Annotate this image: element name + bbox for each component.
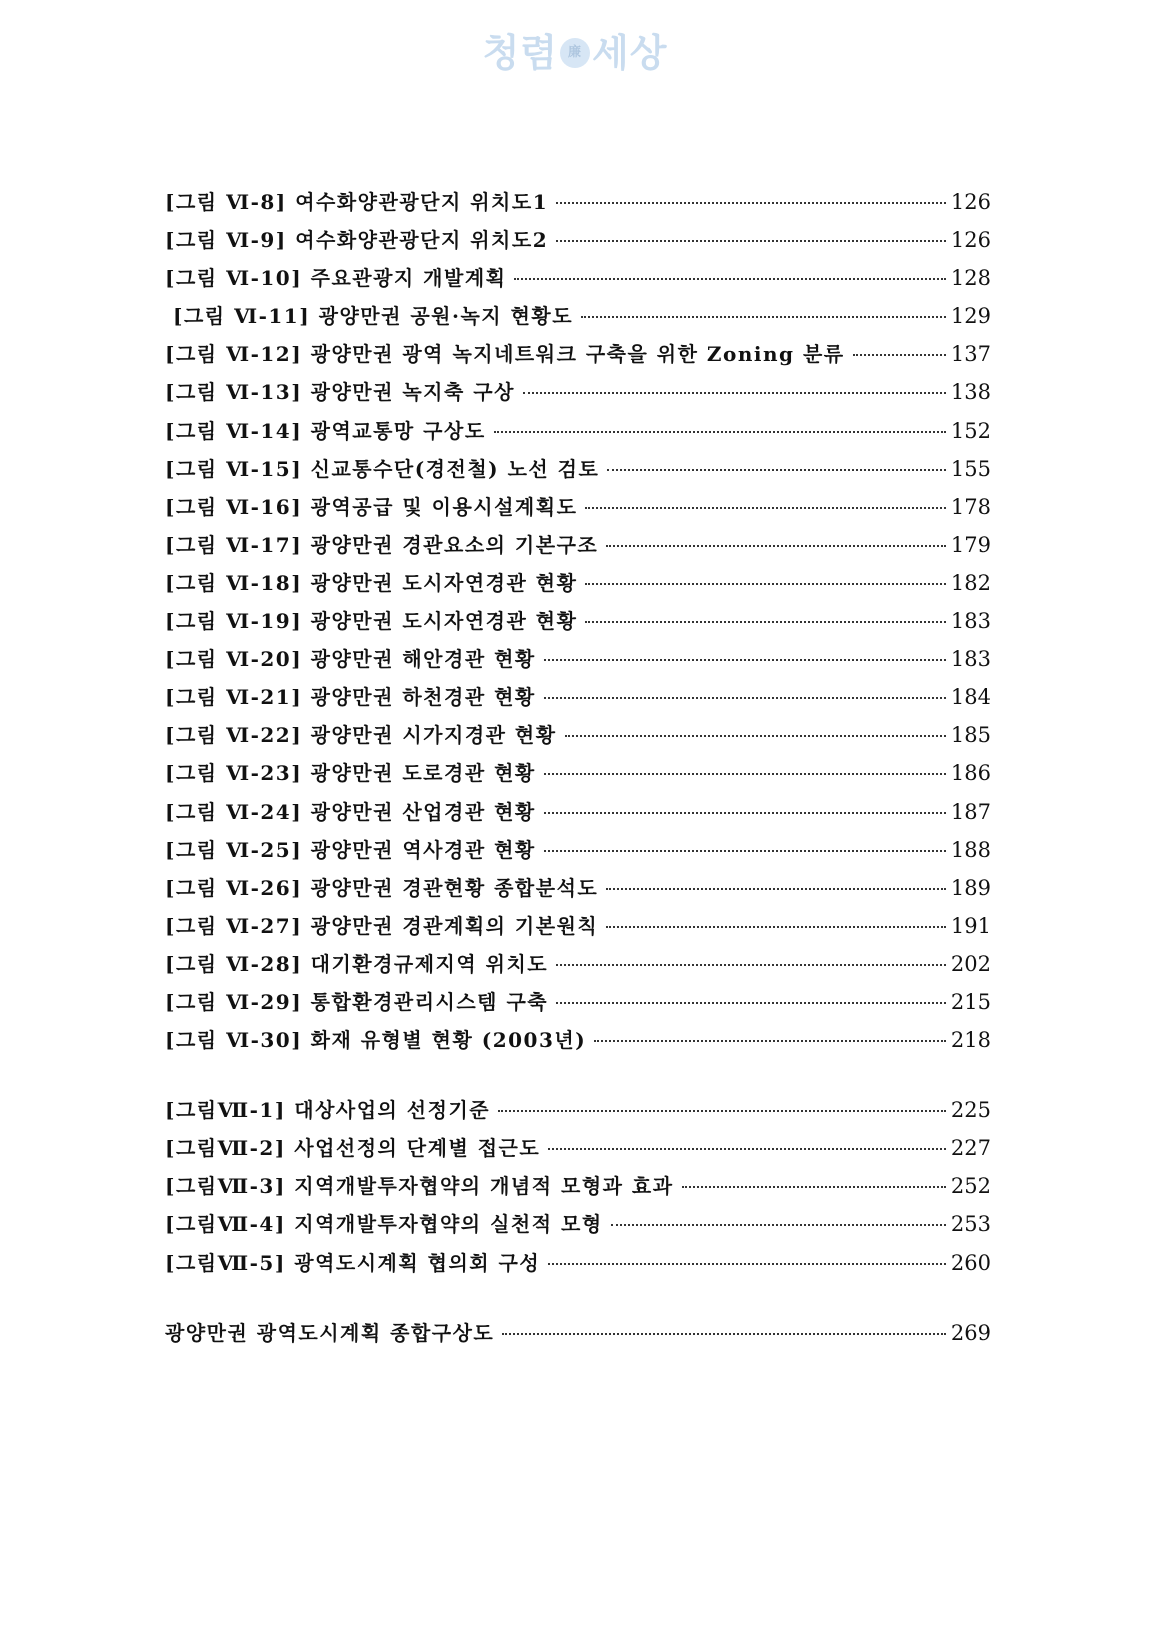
watermark-logo bbox=[0, 22, 1150, 77]
toc-entry-title: [그림 Ⅵ-16] 광역공급 및 이용시설계획도 bbox=[165, 494, 578, 519]
toc-entry-title: [그림Ⅶ-3] 지역개발투자협약의 개념적 모형과 효과 bbox=[165, 1174, 674, 1199]
dot-leader bbox=[544, 697, 946, 699]
toc-entry-page: 202 bbox=[950, 951, 991, 976]
toc-entry-title: [그림 Ⅵ-15] 신교통수단(경전철) 노선 검토 bbox=[165, 456, 600, 481]
toc-entry[interactable] bbox=[165, 1170, 991, 1208]
dot-leader bbox=[594, 1040, 946, 1042]
toc-entry-page: 128 bbox=[950, 266, 991, 291]
toc-entry-page: 182 bbox=[950, 570, 991, 595]
toc-entry-title: [그림 Ⅵ-27] 광양만권 경관계획의 기본원칙 bbox=[165, 913, 599, 938]
toc-entry-title: [그림 Ⅵ-25] 광양만권 역사경관 현황 bbox=[165, 837, 536, 862]
toc-entry-title: [그림Ⅶ-2] 사업선정의 단계별 접근도 bbox=[165, 1136, 541, 1161]
toc-entry[interactable] bbox=[165, 757, 991, 795]
toc-entry[interactable] bbox=[165, 453, 991, 491]
toc-entry-title: [그림 Ⅵ-21] 광양만권 하천경관 현황 bbox=[165, 685, 536, 710]
toc-entry-page: 188 bbox=[950, 837, 991, 862]
logo-text-left: 청렴 bbox=[482, 31, 558, 75]
dot-leader bbox=[556, 1002, 946, 1004]
dot-leader bbox=[502, 1333, 946, 1335]
toc-entry[interactable] bbox=[165, 910, 991, 948]
toc-entry-page: 189 bbox=[950, 875, 991, 900]
logo-badge-icon: 廉 bbox=[560, 38, 590, 68]
toc-entry-title: [그림 Ⅵ-18] 광양만권 도시자연경관 현황 bbox=[165, 570, 578, 595]
toc-entry[interactable] bbox=[165, 186, 991, 224]
toc-entry-page: 191 bbox=[950, 913, 991, 938]
dot-leader bbox=[606, 888, 946, 890]
dot-leader bbox=[514, 278, 945, 280]
toc-entry-title: [그림 Ⅵ-12] 광양만권 광역 녹지네트워크 구축을 위한 Zoning 분류 bbox=[165, 342, 845, 367]
toc-entry-page: 186 bbox=[950, 761, 991, 786]
toc-entry-page: 183 bbox=[950, 647, 991, 672]
logo-text-right: 세상 bbox=[592, 31, 668, 75]
toc-entry-title: [그림 Ⅵ-23] 광양만권 도로경관 현황 bbox=[165, 761, 536, 786]
toc-entry-page: 252 bbox=[950, 1174, 991, 1199]
dot-leader bbox=[585, 507, 946, 509]
toc-entry-page: 138 bbox=[950, 380, 991, 405]
toc-entry-page: 260 bbox=[950, 1250, 991, 1275]
toc-entry-title: [그림 Ⅵ-24] 광양만권 산업경관 현황 bbox=[165, 799, 536, 824]
toc-group bbox=[165, 186, 991, 1062]
toc-entry-title: [그림 Ⅵ-30] 화재 유형별 현황 (2003년) bbox=[165, 1028, 587, 1053]
toc-entry-page: 179 bbox=[950, 532, 991, 557]
toc-entry[interactable] bbox=[165, 262, 991, 300]
toc-entry-title: [그림 Ⅵ-22] 광양만권 시가지경관 현황 bbox=[165, 723, 557, 748]
toc-entry-page: 253 bbox=[950, 1212, 991, 1237]
toc-entry[interactable] bbox=[165, 567, 991, 605]
toc-entry[interactable] bbox=[165, 605, 991, 643]
dot-leader bbox=[556, 202, 946, 204]
toc-entry-page: 215 bbox=[950, 989, 991, 1014]
toc-entry-title: [그림 Ⅵ-20] 광양만권 해안경관 현황 bbox=[165, 647, 536, 672]
figure-list bbox=[165, 186, 991, 1387]
toc-entry-page: 227 bbox=[950, 1136, 991, 1161]
toc-entry-page: 126 bbox=[950, 228, 991, 253]
dot-leader bbox=[548, 1148, 946, 1150]
toc-entry-page: 152 bbox=[950, 418, 991, 443]
toc-entry[interactable] bbox=[165, 300, 991, 338]
toc-entry[interactable] bbox=[165, 1094, 991, 1132]
toc-entry-page: 178 bbox=[950, 494, 991, 519]
toc-entry-title: [그림 Ⅵ-17] 광양만권 경관요소의 기본구조 bbox=[165, 532, 599, 557]
dot-leader bbox=[544, 773, 946, 775]
dot-leader bbox=[606, 926, 946, 928]
toc-entry[interactable] bbox=[165, 1317, 991, 1355]
dot-leader bbox=[581, 316, 946, 318]
toc-entry[interactable] bbox=[165, 986, 991, 1024]
toc-entry-page: 155 bbox=[950, 456, 991, 481]
dot-leader bbox=[548, 1263, 946, 1265]
toc-entry[interactable] bbox=[165, 1132, 991, 1170]
dot-leader bbox=[607, 469, 946, 471]
toc-entry-title: [그림Ⅶ-5] 광역도시계획 협의회 구성 bbox=[165, 1250, 541, 1275]
toc-entry-title: [그림 Ⅵ-8] 여수화양관광단지 위치도1 bbox=[165, 190, 549, 214]
toc-entry[interactable] bbox=[165, 719, 991, 757]
dot-leader bbox=[544, 659, 946, 661]
toc-group bbox=[165, 1317, 991, 1355]
toc-entry-page: 126 bbox=[950, 190, 991, 214]
dot-leader bbox=[565, 735, 946, 737]
toc-entry[interactable] bbox=[165, 224, 991, 262]
toc-entry-title: 광양만권 광역도시계획 종합구상도 bbox=[165, 1320, 495, 1345]
toc-entry-page: 184 bbox=[950, 685, 991, 710]
toc-entry[interactable] bbox=[165, 491, 991, 529]
dot-leader bbox=[585, 621, 946, 623]
toc-entry-page: 187 bbox=[950, 799, 991, 824]
toc-group bbox=[165, 1094, 991, 1284]
dot-leader bbox=[606, 545, 946, 547]
toc-entry-page: 269 bbox=[950, 1320, 991, 1345]
toc-entry[interactable] bbox=[165, 948, 991, 986]
toc-entry-title: [그림 Ⅵ-19] 광양만권 도시자연경관 현황 bbox=[165, 609, 578, 634]
toc-entry-title: [그림 Ⅵ-9] 여수화양관광단지 위치도2 bbox=[165, 228, 549, 253]
toc-entry-title: [그림Ⅶ-1] 대상사업의 선정기준 bbox=[165, 1098, 491, 1123]
toc-entry-page: 183 bbox=[950, 609, 991, 634]
toc-entry-title: [그림 Ⅵ-13] 광양만권 녹지축 구상 bbox=[165, 380, 515, 405]
dot-leader bbox=[556, 964, 946, 966]
toc-entry[interactable] bbox=[165, 376, 991, 414]
toc-entry[interactable] bbox=[165, 415, 991, 453]
dot-leader bbox=[494, 431, 946, 433]
toc-entry-title: [그림 Ⅵ-26] 광양만권 경관현황 종합분석도 bbox=[165, 875, 599, 900]
dot-leader bbox=[556, 240, 946, 242]
dot-leader bbox=[853, 354, 946, 356]
toc-entry[interactable] bbox=[165, 338, 991, 376]
toc-entry-page: 225 bbox=[950, 1098, 991, 1123]
toc-entry[interactable] bbox=[165, 834, 991, 872]
toc-entry-title: [그림 Ⅵ-11] 광양만권 공원·녹지 현황도 bbox=[173, 304, 574, 329]
toc-entry[interactable] bbox=[165, 796, 991, 834]
toc-entry-title: [그림 Ⅵ-29] 통합환경관리시스템 구축 bbox=[165, 989, 549, 1014]
dot-leader bbox=[585, 583, 946, 585]
dot-leader bbox=[498, 1110, 946, 1112]
toc-entry[interactable] bbox=[165, 872, 991, 910]
dot-leader bbox=[682, 1186, 946, 1188]
toc-entry[interactable] bbox=[165, 643, 991, 681]
toc-entry-page: 137 bbox=[950, 342, 991, 367]
toc-entry-page: 129 bbox=[950, 304, 991, 329]
toc-entry[interactable] bbox=[165, 1024, 991, 1062]
toc-entry[interactable] bbox=[165, 529, 991, 567]
toc-entry-title: [그림 Ⅵ-10] 주요관광지 개발계획 bbox=[165, 266, 507, 291]
toc-entry-page: 185 bbox=[950, 723, 991, 748]
toc-entry-title: [그림 Ⅵ-14] 광역교통망 구상도 bbox=[165, 418, 486, 443]
toc-entry[interactable] bbox=[165, 681, 991, 719]
toc-entry[interactable] bbox=[165, 1247, 991, 1285]
toc-entry-title: [그림 Ⅵ-28] 대기환경규제지역 위치도 bbox=[165, 951, 549, 976]
toc-entry-page: 218 bbox=[950, 1028, 991, 1053]
dot-leader bbox=[544, 812, 946, 814]
dot-leader bbox=[544, 850, 946, 852]
dot-leader bbox=[611, 1224, 946, 1226]
dot-leader bbox=[523, 392, 946, 394]
toc-entry-title: [그림Ⅶ-4] 지역개발투자협약의 실천적 모형 bbox=[165, 1212, 603, 1237]
toc-entry[interactable] bbox=[165, 1208, 991, 1246]
